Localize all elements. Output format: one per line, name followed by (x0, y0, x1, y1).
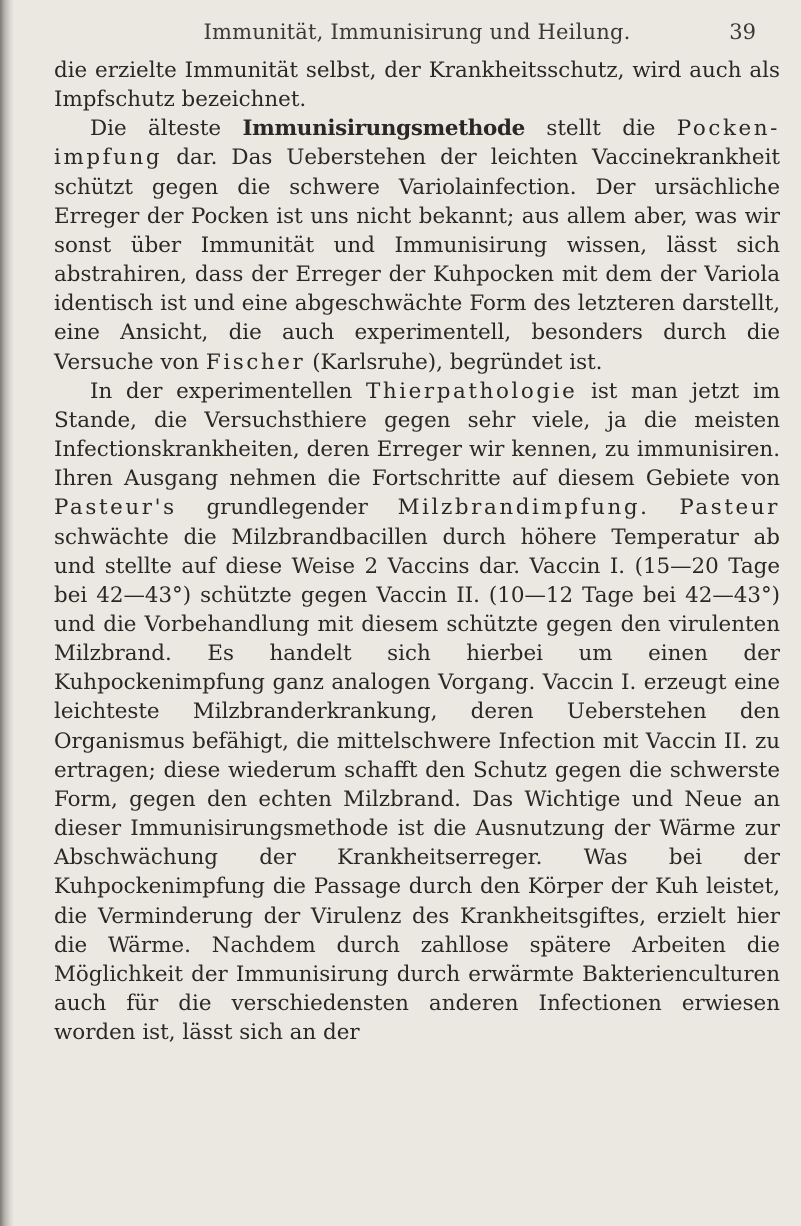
page-number: 39 (729, 20, 756, 44)
paragraph-2-part-4: (Karlsruhe), begründet ist. (305, 349, 603, 375)
page-binding-edge (0, 0, 14, 1226)
book-page (54, 20, 780, 1047)
spaced-name-pasteur: Pasteur (679, 495, 780, 521)
paragraph-2-part-1: Die älteste (90, 116, 243, 142)
spaced-name-fischer: Fischer (205, 349, 306, 375)
page-header (54, 20, 780, 54)
paragraph-3-part-3: grundlegender (176, 495, 398, 521)
paragraph-3-part-5: schwächte die Milzbrandbacillen durch höhere Temperatur ab und stellte auf diese Weise 2 Vaccins dar. Vaccin I. (15—20 Tage bei 42—43°) schützte gegen Vaccin II. (10—12 Tage bei 42—43°) und die Vorbehandlung mit diesem schützte gegen den virulenten Milzbrand. Es handelt sich hierbei um einen der Kuhpockenimpfung ganz analogen Vorgang. Vaccin I. erzeugt eine leichteste Milzbranderkrankung, deren Ueberstehen den Organismus befähigt, die mittelschwere Infection mit Vaccin II. zu ertragen; diese wiederum schafft den Schutz gegen die schwerste Form, gegen den echten Milzbrand. Das Wichtige und Neue an dieser Immunisirungsmethode ist die Ausnutzung der Wärme zur Abschwächung der Krankheitserreger. Was bei der Kuhpockenimpfung die Passage durch den Körper der Kuh leistet, die Verminderung der Virulenz des Krankheitsgiftes, erzielt hier die Wärme. Nachdem durch zahllose spätere Arbeiten die Möglichkeit der Immunisirung durch erwärmte Bakterienculturen auch für die verschiedensten anderen Infectionen erwiesen worden ist, lässt sich an der (54, 524, 780, 1046)
paragraph-1 (54, 56, 780, 114)
paragraph-3-part-4 (650, 495, 680, 520)
spaced-term-thierpathologie: Thierpathologie (365, 378, 578, 404)
body-text (54, 56, 780, 1047)
paragraph-3-part-1: In der experimentellen (90, 378, 366, 404)
bold-term-immunisirungsmethode: Immunisirungsmethode (242, 116, 525, 142)
paragraph-2 (54, 114, 780, 376)
paragraph-3-part-2: ist man jetzt im Stande, die Versuchsthiere gegen sehr viele, ja die meisten Infectionskrankheiten, deren Erreger wir kennen, zu immunisiren. Ihren Ausgang nehmen die Fortschritte auf diesem Gebiete von (54, 378, 780, 492)
running-head: Immunität, Immunisirung und Heilung. (203, 20, 631, 44)
paragraph-2-part-3: dar. Das Ueberstehen der leichten Vaccinekrankheit schützt gegen die schwere Variolainfection. Der ursächliche Erreger der Pocken ist uns nicht bekannt; aus allem aber, was wir sonst über Immunität und Immunisirung wissen, lässt sich abstrahiren, dass der Erreger der Kuhpocken mit dem der Variola identisch ist und eine abgeschwächte Form des letzteren darstellt, eine Ansicht, die auch experimentell, besonders durch die Versuche von (54, 145, 780, 375)
spaced-term-pockenimpfung: Pocken-impfung (54, 116, 780, 171)
spaced-term-milzbrandimpfung: Milzbrandimpfung. (397, 495, 650, 521)
paragraph-2-part-2: stellt die (525, 116, 677, 142)
paragraph-3 (54, 377, 780, 1048)
paragraph-1-text: die erzielte Immunität selbst, der Krankheitsschutz, wird auch als Impfschutz bezeichnet. (54, 58, 780, 113)
spaced-name-pasteurs: Pasteur's (54, 495, 177, 521)
